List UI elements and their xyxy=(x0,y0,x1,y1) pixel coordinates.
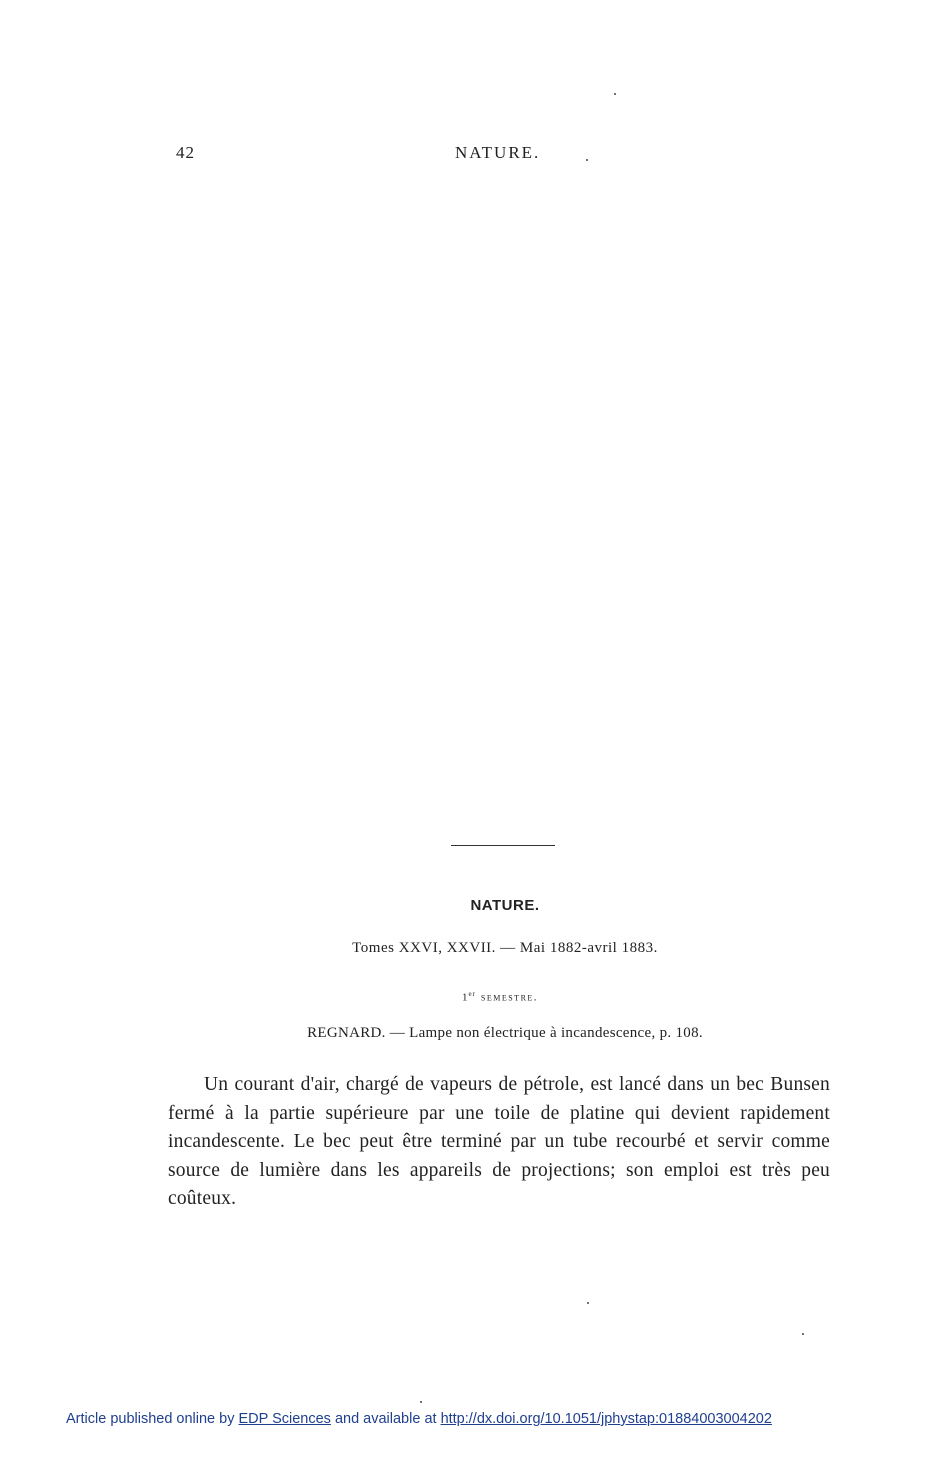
scan-speck xyxy=(420,1401,422,1403)
scan-speck xyxy=(586,159,588,161)
scan-speck xyxy=(587,1302,589,1304)
page-number: 42 xyxy=(176,143,195,162)
article-abstract: Un courant d'air, chargé de vapeurs de pétrole, est lancé dans un bec Bunsen fermé à la partie supérieure par une toile de platine qui devient rapidement incandescente. Le bec peut être terminé par un tube recourbé et servir comme source de lumière dans les appareils de projections; son emploi est très peu coûteux. xyxy=(168,1074,830,1209)
footer-middle: and available at xyxy=(334,1411,437,1427)
doi-link[interactable]: http://dx.doi.org/10.1051/jphystap:01884003004202 xyxy=(440,1411,772,1427)
semester-word: semestre. xyxy=(480,991,539,1004)
publication-footer xyxy=(66,1411,772,1427)
footer-prefix: Article published online by xyxy=(66,1411,235,1427)
section-divider xyxy=(451,845,555,846)
article-reference: REGNARD. — Lampe non électrique à incandescence, p. 108. xyxy=(307,1025,703,1041)
semester-suffix: er xyxy=(468,990,476,998)
semester-number: 1 xyxy=(461,991,469,1004)
volume-line: Tomes XXVI, XXVII. — Mai 1882-avril 1883. xyxy=(352,940,658,956)
scan-speck xyxy=(614,93,616,95)
publisher-link[interactable]: EDP Sciences xyxy=(238,1411,331,1427)
scan-speck xyxy=(802,1333,804,1335)
semester-heading xyxy=(0,990,930,1004)
section-title: NATURE. xyxy=(470,897,540,914)
running-title: NATURE. xyxy=(455,143,541,162)
